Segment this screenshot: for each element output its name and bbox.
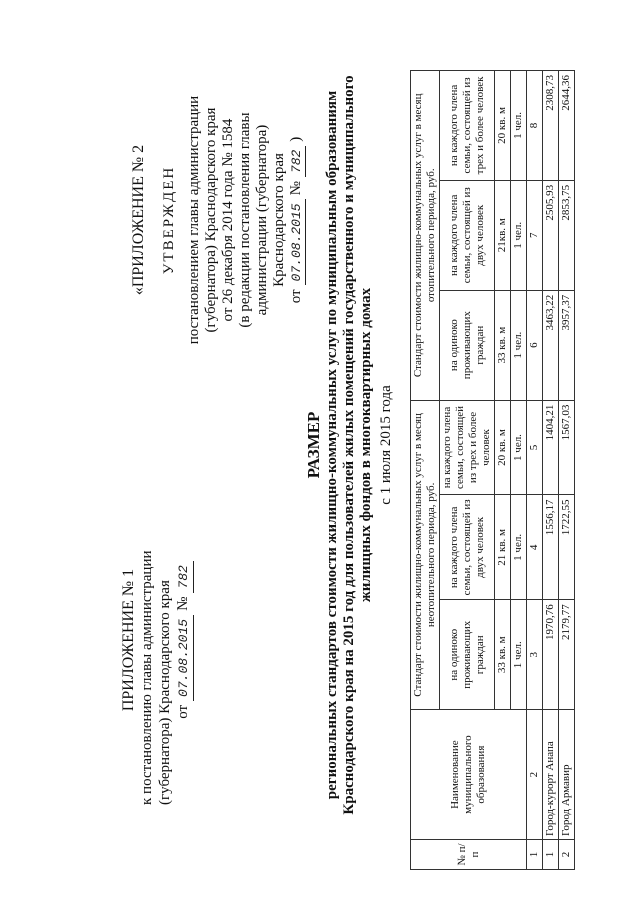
document-heading <box>305 45 375 845</box>
appendix-2-block <box>130 55 306 385</box>
header-area: 20 кв. м <box>495 71 511 181</box>
appendix-2-line: (в редакции постановления главы <box>237 112 253 328</box>
header-sub: на каждого члена семьи, состоящей из двух человек <box>440 495 495 600</box>
heading-title: РАЗМЕР <box>304 411 323 479</box>
header-sub: на одиноко проживающих граждан <box>440 600 495 710</box>
header-sub: на одиноко проживающих граждан <box>440 290 495 400</box>
header-area: 20 кв. м <box>495 400 511 495</box>
value-cell: 1567,03 <box>559 400 575 495</box>
appendix-1-line: к постановлению главы администрации <box>139 550 155 805</box>
column-number: 1 <box>527 840 543 870</box>
value-cell: 3463,22 <box>543 290 559 400</box>
appendix-2-line: Краснодарского края <box>271 153 287 287</box>
header-area: 21кв. м <box>495 180 511 290</box>
appendix-2-line: постановлением главы администрации <box>186 95 202 345</box>
row-number: 2 <box>559 840 575 870</box>
value-cell: 1404,21 <box>543 400 559 495</box>
value-cell: 2179,77 <box>559 600 575 710</box>
header-area: 33 кв. м <box>495 290 511 400</box>
column-number: 8 <box>527 71 543 181</box>
handwritten-number: 782 <box>175 561 194 592</box>
appendix-1-date-line <box>174 475 194 805</box>
header-group-non-heating: Стандарт стоимости жилищно-коммунальных услуг в месяц неотопительного периода, руб. <box>411 400 440 710</box>
header-sub: на каждого члена семьи, состоящей из двух человек <box>440 180 495 290</box>
appendix-1-line: (губернатора) Краснодарского края <box>157 580 173 805</box>
approved-label: УТВЕРЖДЕН <box>161 165 177 275</box>
column-number: 3 <box>527 600 543 710</box>
appendix-2-line: администрации (губернатора) <box>254 124 270 316</box>
closing-paren: ) <box>288 136 304 142</box>
standards-table <box>410 70 575 870</box>
effective-date: с 1 июля 2015 года <box>378 385 394 505</box>
appendix-2-title: «ПРИЛОЖЕНИЕ № 2 <box>130 144 147 296</box>
value-cell: 3957,37 <box>559 290 575 400</box>
handwritten-date: 07.08.2015 <box>175 615 194 701</box>
appendix-2-line: (губернатора) Краснодарского края <box>203 107 219 333</box>
heading-line: региональных стандартов стоимости жилищно-коммунальных услуг по муниципальным образованиям <box>324 90 340 800</box>
heading-line: жилищных фондов в многоквартирных домах <box>358 287 374 603</box>
table-header-row <box>411 71 440 870</box>
header-sub: на каждого члена семьи, состоящей из трех и более человек <box>440 71 495 181</box>
handwritten-number: 782 <box>288 146 306 177</box>
table-row <box>559 71 575 870</box>
value-cell: 1722,55 <box>559 495 575 600</box>
date-prefix: от <box>175 704 191 719</box>
appendix-1-title: ПРИЛОЖЕНИЕ № 1 <box>120 568 137 712</box>
header-no: № п/п <box>411 840 527 870</box>
column-number: 2 <box>527 710 543 840</box>
header-area: 33 кв. м <box>495 600 511 710</box>
value-cell: 2853,75 <box>559 180 575 290</box>
handwritten-date: 07.08.2015 <box>288 199 306 285</box>
column-number: 4 <box>527 495 543 600</box>
header-persons: 1 чел. <box>511 290 527 400</box>
column-number: 5 <box>527 400 543 495</box>
row-number: 1 <box>543 840 559 870</box>
number-prefix: № <box>175 596 191 611</box>
appendix-2-line: от 26 декабря 2014 года № 1584 <box>220 118 236 322</box>
number-prefix: № <box>288 181 304 196</box>
header-persons: 1 чел. <box>511 495 527 600</box>
value-cell: 2308,73 <box>543 71 559 181</box>
header-name: Наименование муниципального образования <box>411 710 527 840</box>
header-group-heating: Стандарт стоимости жилищно-коммунальных услуг в месяц отопительного периода, руб. <box>411 71 440 401</box>
header-persons: 1 чел. <box>511 400 527 495</box>
header-persons: 1 чел. <box>511 600 527 710</box>
date-prefix: от <box>288 289 304 304</box>
column-number: 6 <box>527 290 543 400</box>
municipality-name: Город-курорт Анапа <box>543 710 559 840</box>
value-cell: 2644,36 <box>559 71 575 181</box>
column-number-row <box>527 71 543 870</box>
value-cell: 2505,93 <box>543 180 559 290</box>
value-cell: 1970,76 <box>543 600 559 710</box>
municipality-name: Город Армавир <box>559 710 575 840</box>
appendix-1-block <box>120 475 194 805</box>
header-area: 21 кв. м <box>495 495 511 600</box>
header-sub: на каждого члена семьи, состоящей из трех и более человек <box>440 400 495 495</box>
header-persons: 1 чел. <box>511 180 527 290</box>
heading-line: Краснодарского края на 2015 год для пользователей жилых помещений государственного и муниципального <box>341 75 357 815</box>
table-row <box>543 71 559 870</box>
value-cell: 1556,17 <box>543 495 559 600</box>
appendix-2-date-line <box>288 55 306 385</box>
column-number: 7 <box>527 180 543 290</box>
header-persons: 1 чел. <box>511 71 527 181</box>
